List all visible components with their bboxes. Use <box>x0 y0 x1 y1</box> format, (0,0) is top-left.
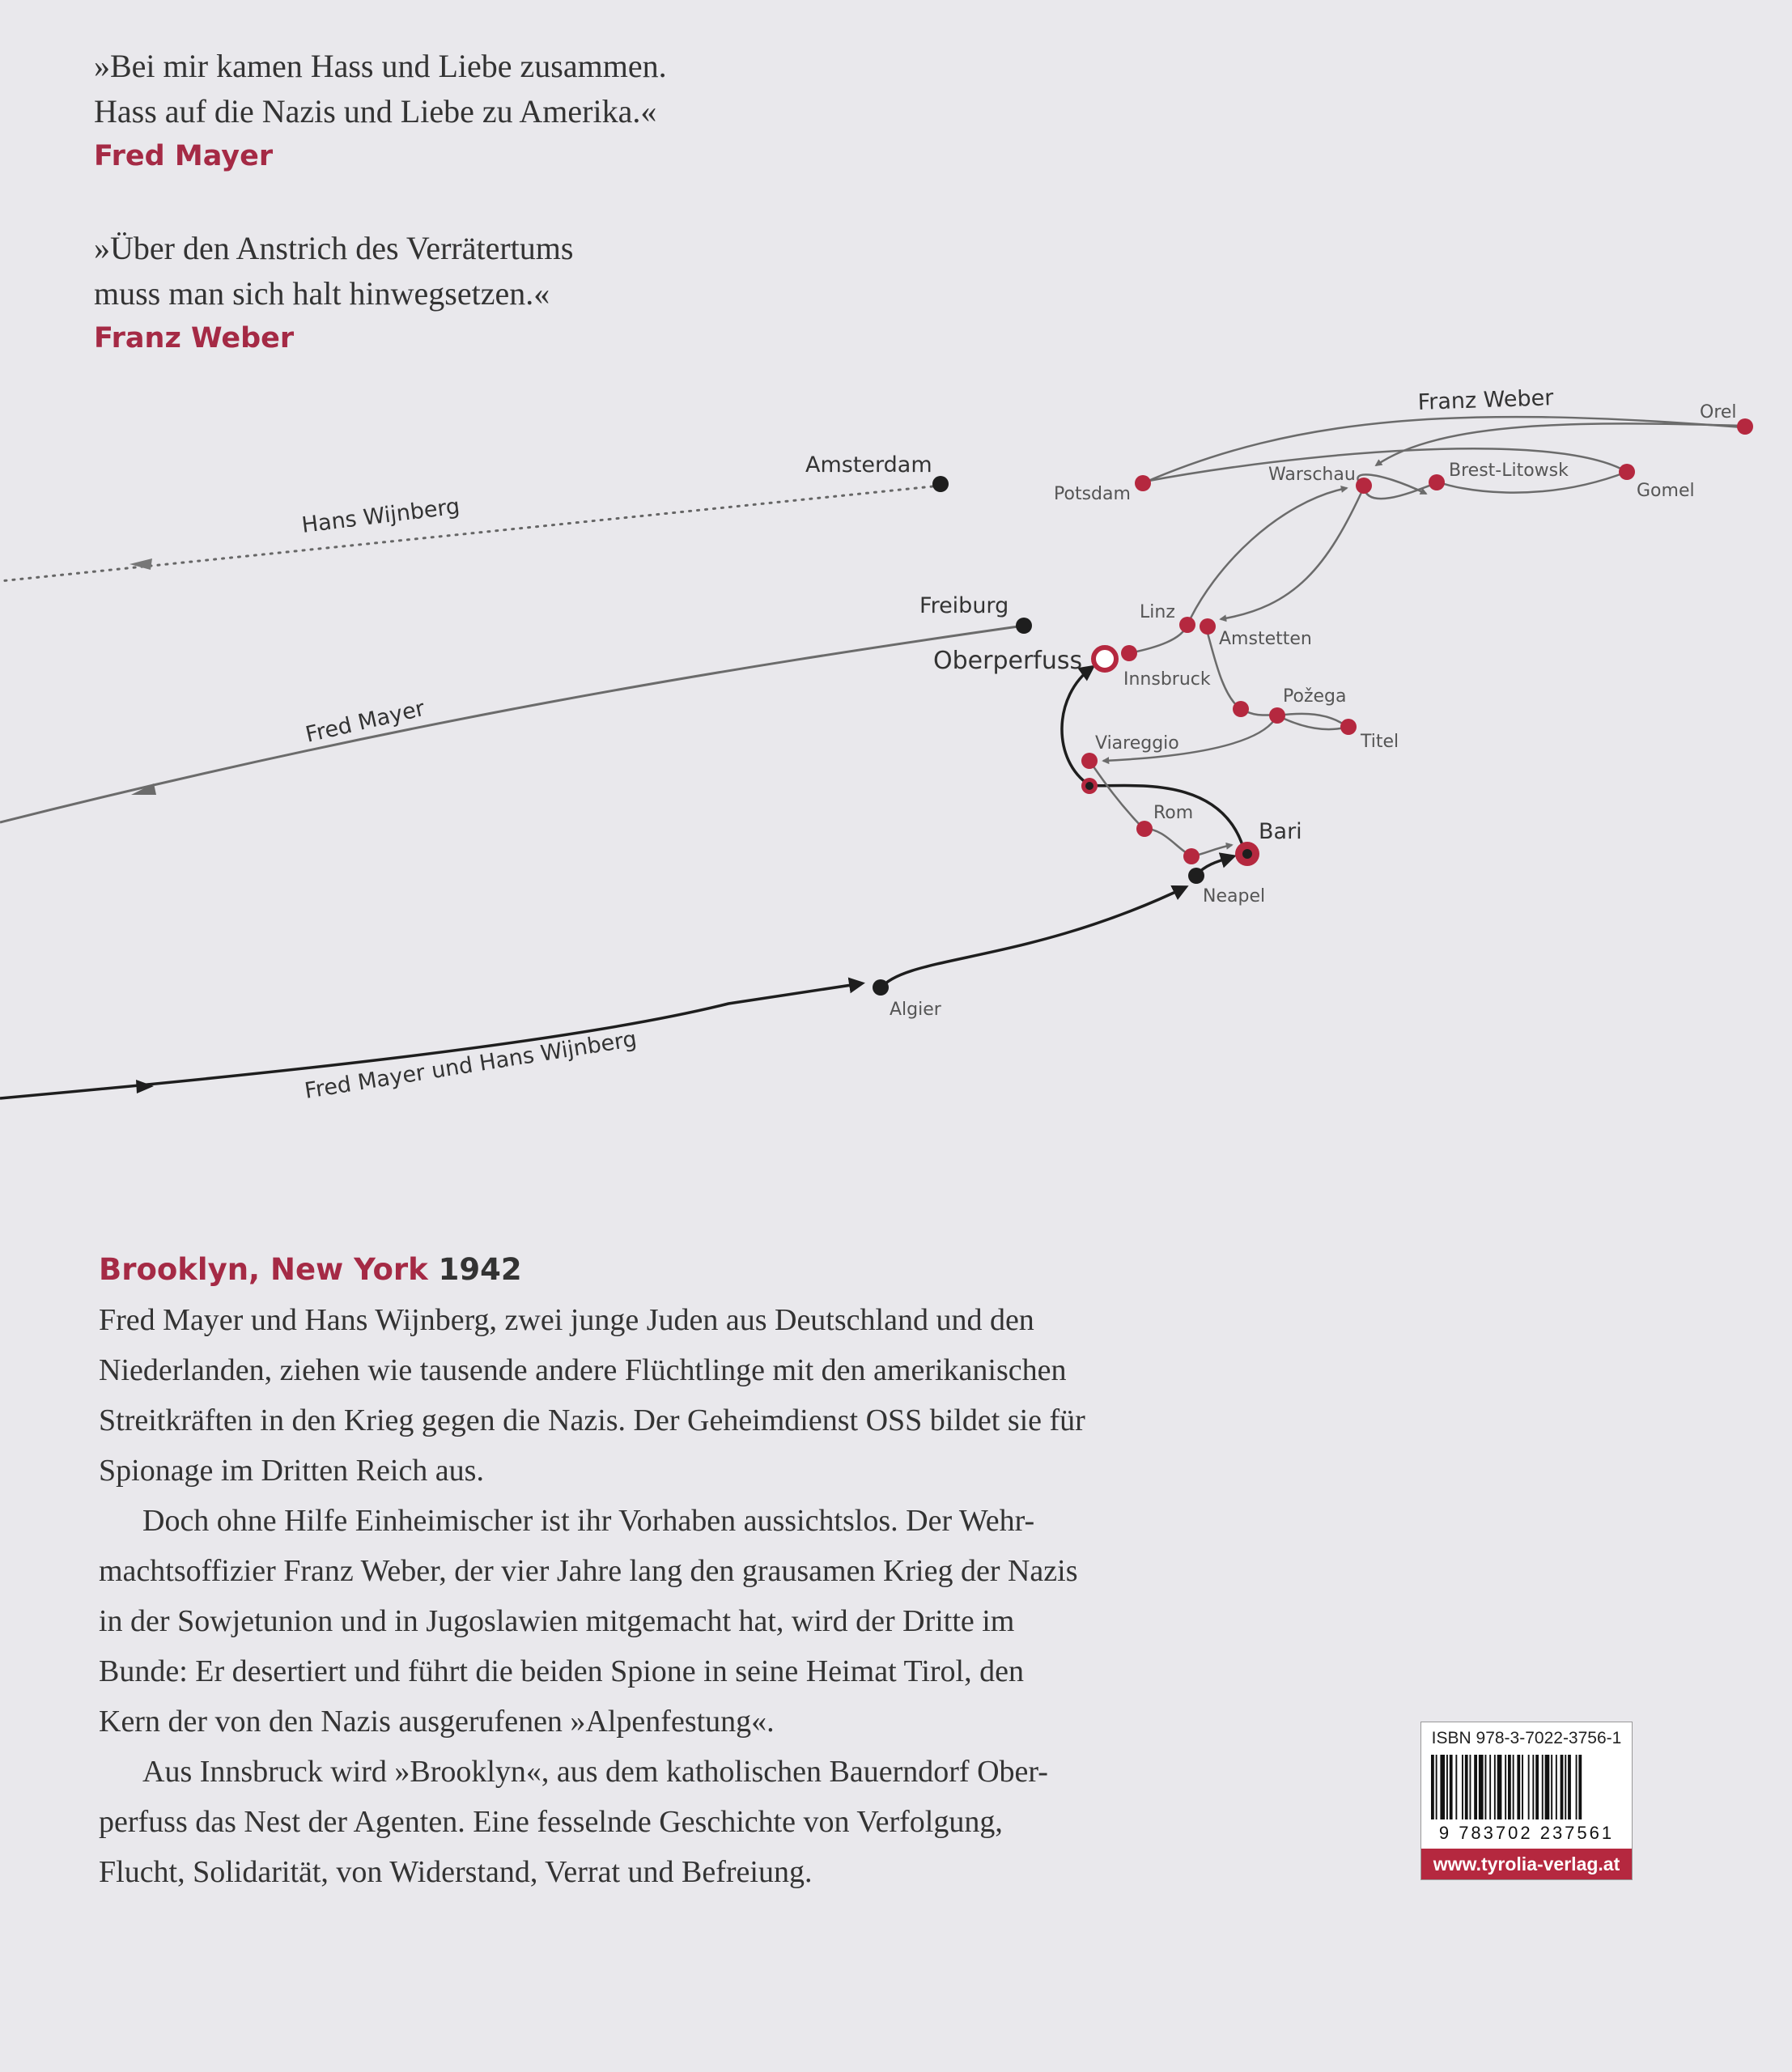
barcode-bar <box>1470 1755 1471 1819</box>
text-line: perfuss das Nest der Agenten. Eine fesselnde Geschichte von Verfolgung, <box>99 1805 1003 1839</box>
city-dot-amsterdam <box>932 476 949 492</box>
place-label-innsbruck: Innsbruck <box>1123 669 1211 690</box>
barcode-bar <box>1446 1755 1448 1819</box>
route-label-hans-wijnberg: Hans Wijnberg <box>300 494 461 538</box>
place-label-algier: Algier <box>890 1000 941 1020</box>
barcode-bar <box>1528 1755 1530 1819</box>
text-line: Flucht, Solidarität, von Widerstand, Verrat und Befreiung. <box>99 1855 813 1889</box>
place-label-amstetten: Amstetten <box>1219 629 1312 649</box>
quote-line: »Bei mir kamen Hass und Liebe zusammen. <box>94 48 667 84</box>
barcode-bar <box>1522 1755 1523 1819</box>
barcode-bar <box>1489 1755 1491 1819</box>
place-label-oberperfuss: Oberperfuss <box>933 647 1083 675</box>
place-label-brest-litowsk: Brest-Litowsk <box>1449 461 1569 481</box>
place-label-orel: Orel <box>1700 402 1737 422</box>
barcode-bar <box>1455 1755 1457 1819</box>
barcode-bar <box>1450 1755 1453 1819</box>
city-dot-freiburg <box>1016 618 1032 634</box>
city-dot-algier <box>873 979 889 996</box>
city-dot-viareggio <box>1081 753 1098 769</box>
quote-author: Fred Mayer <box>94 140 274 172</box>
place-label-viareggio: Viareggio <box>1095 733 1179 754</box>
barcode-bar <box>1497 1755 1502 1819</box>
barcode-bar <box>1532 1755 1534 1819</box>
city-dot-pozega <box>1269 707 1285 724</box>
paragraph <box>99 1295 1280 1496</box>
text-line: Streitkräften in den Krieg gegen die Nazis. Der Geheimdienst OSS bildet sie für <box>99 1403 1085 1437</box>
city-dot-bari-center <box>1242 849 1252 859</box>
text-line: Fred Mayer und Hans Wijnberg, zwei junge Juden aus Deutschland und den <box>99 1303 1034 1337</box>
isbn-barcode <box>1420 1722 1633 1880</box>
book-description <box>99 1245 1280 1897</box>
place-label-warschau: Warschau <box>1268 465 1356 485</box>
barcode-bar <box>1561 1755 1564 1819</box>
city-dot-rom <box>1136 821 1153 837</box>
text-line: Kern der von den Nazis ausgerufenen »Alpenfestung«. <box>99 1705 775 1739</box>
barcode-bar <box>1551 1755 1552 1819</box>
city-dot-pozega-west <box>1233 701 1249 717</box>
city-dot-linz <box>1179 617 1195 633</box>
barcode-bar <box>1479 1755 1484 1819</box>
text-line: Doch ohne Hilfe Einheimischer ist ihr Vorhaben aussichtslos. Der Wehr- <box>142 1504 1035 1538</box>
quote-author: Franz Weber <box>94 322 295 355</box>
city-dot-titel <box>1340 719 1357 735</box>
route-label-franz-weber: Franz Weber <box>1417 385 1554 415</box>
place-label-bari: Bari <box>1259 819 1302 844</box>
barcode-bar <box>1542 1755 1544 1819</box>
barcode-bar <box>1556 1755 1557 1819</box>
city-dot-gomel <box>1619 464 1635 480</box>
route-label-fred-and-hans: Fred Mayer und Hans Wijnberg <box>303 1026 639 1104</box>
barcode-bar <box>1485 1755 1487 1819</box>
city-dot-rom-south <box>1183 848 1200 864</box>
heading-place: Brooklyn, New York <box>99 1252 428 1287</box>
text-line: in der Sowjetunion und in Jugoslawien mitgemacht hat, wird der Dritte im <box>99 1604 1015 1638</box>
heading-year: 1942 <box>438 1252 522 1287</box>
text-line: Spionage im Dritten Reich aus. <box>99 1454 484 1488</box>
city-dot-amstetten <box>1200 618 1216 635</box>
text-line: Bunde: Er desertiert und führt die beiden Spione in seine Heimat Tirol, den <box>99 1654 1024 1688</box>
city-dot-innsbruck <box>1121 645 1137 661</box>
quote-line: Hass auf die Nazis und Liebe zu Amerika.« <box>94 93 657 130</box>
barcode-bar <box>1505 1755 1506 1819</box>
paragraph <box>99 1496 1280 1747</box>
place-label-gomel: Gomel <box>1637 481 1695 501</box>
city-dot-neapel <box>1188 868 1204 884</box>
place-label-freiburg: Freiburg <box>919 593 1009 618</box>
barcode-bar <box>1440 1755 1445 1819</box>
city-dot-viareggio-south-center <box>1085 782 1093 790</box>
barcode-bar <box>1517 1755 1520 1819</box>
place-label-titel: Titel <box>1361 732 1399 752</box>
barcode-bar <box>1545 1755 1550 1819</box>
barcode-bar <box>1431 1755 1434 1819</box>
city-dot-warschau <box>1356 478 1372 494</box>
paragraph <box>99 1747 1280 1897</box>
barcode-bar <box>1535 1755 1539 1819</box>
barcode-bar <box>1436 1755 1437 1819</box>
barcode-bar <box>1568 1755 1571 1819</box>
barcode-bar <box>1494 1755 1496 1819</box>
barcode-bar <box>1576 1755 1578 1819</box>
barcode-bar <box>1508 1755 1511 1819</box>
description-heading <box>99 1245 1280 1295</box>
place-label-neapel: Neapel <box>1203 886 1266 906</box>
place-label-potsdam: Potsdam <box>1054 484 1131 504</box>
text-line: machtsoffizier Franz Weber, der vier Jahre lang den grausamen Krieg der Nazis <box>99 1554 1078 1588</box>
route-algier-neapel <box>881 887 1186 988</box>
quote-line: muss man sich halt hinwegsetzen.« <box>94 275 550 312</box>
place-label-amsterdam: Amsterdam <box>805 452 932 478</box>
text-line: Niederlanden, ziehen wie tausende andere Flüchtlinge mit den amerikanischen <box>99 1353 1067 1387</box>
barcode-bar <box>1465 1755 1468 1819</box>
route-arrow <box>136 1080 154 1093</box>
city-dot-oberperfuss <box>1093 648 1116 670</box>
text-line: Aus Innsbruck wird »Brooklyn«, aus dem katholischen Bauerndorf Ober- <box>142 1755 1048 1789</box>
quote-line: »Über den Anstrich des Verrätertums <box>94 230 574 266</box>
city-dot-brest-litowsk <box>1429 474 1445 490</box>
place-label-pozega: Požega <box>1283 686 1347 707</box>
place-label-linz: Linz <box>1140 602 1175 622</box>
barcode-bar <box>1474 1755 1477 1819</box>
isbn-text: ISBN 978-3-7022-3756-1 <box>1431 1729 1622 1747</box>
barcode-bar <box>1462 1755 1463 1819</box>
barcode-bar <box>1513 1755 1514 1819</box>
city-dot-orel <box>1737 418 1753 435</box>
city-dot-potsdam <box>1135 475 1151 491</box>
place-label-rom: Rom <box>1153 803 1194 823</box>
barcode-digits: 9 783702 237561 <box>1438 1823 1615 1843</box>
barcode-bars <box>1428 1755 1627 1823</box>
route-label-fred-mayer: Fred Mayer <box>303 695 427 748</box>
barcode-bar <box>1578 1755 1582 1819</box>
barcode-bar <box>1565 1755 1566 1819</box>
publisher-url[interactable]: www.tyrolia-verlag.at <box>1421 1849 1632 1879</box>
